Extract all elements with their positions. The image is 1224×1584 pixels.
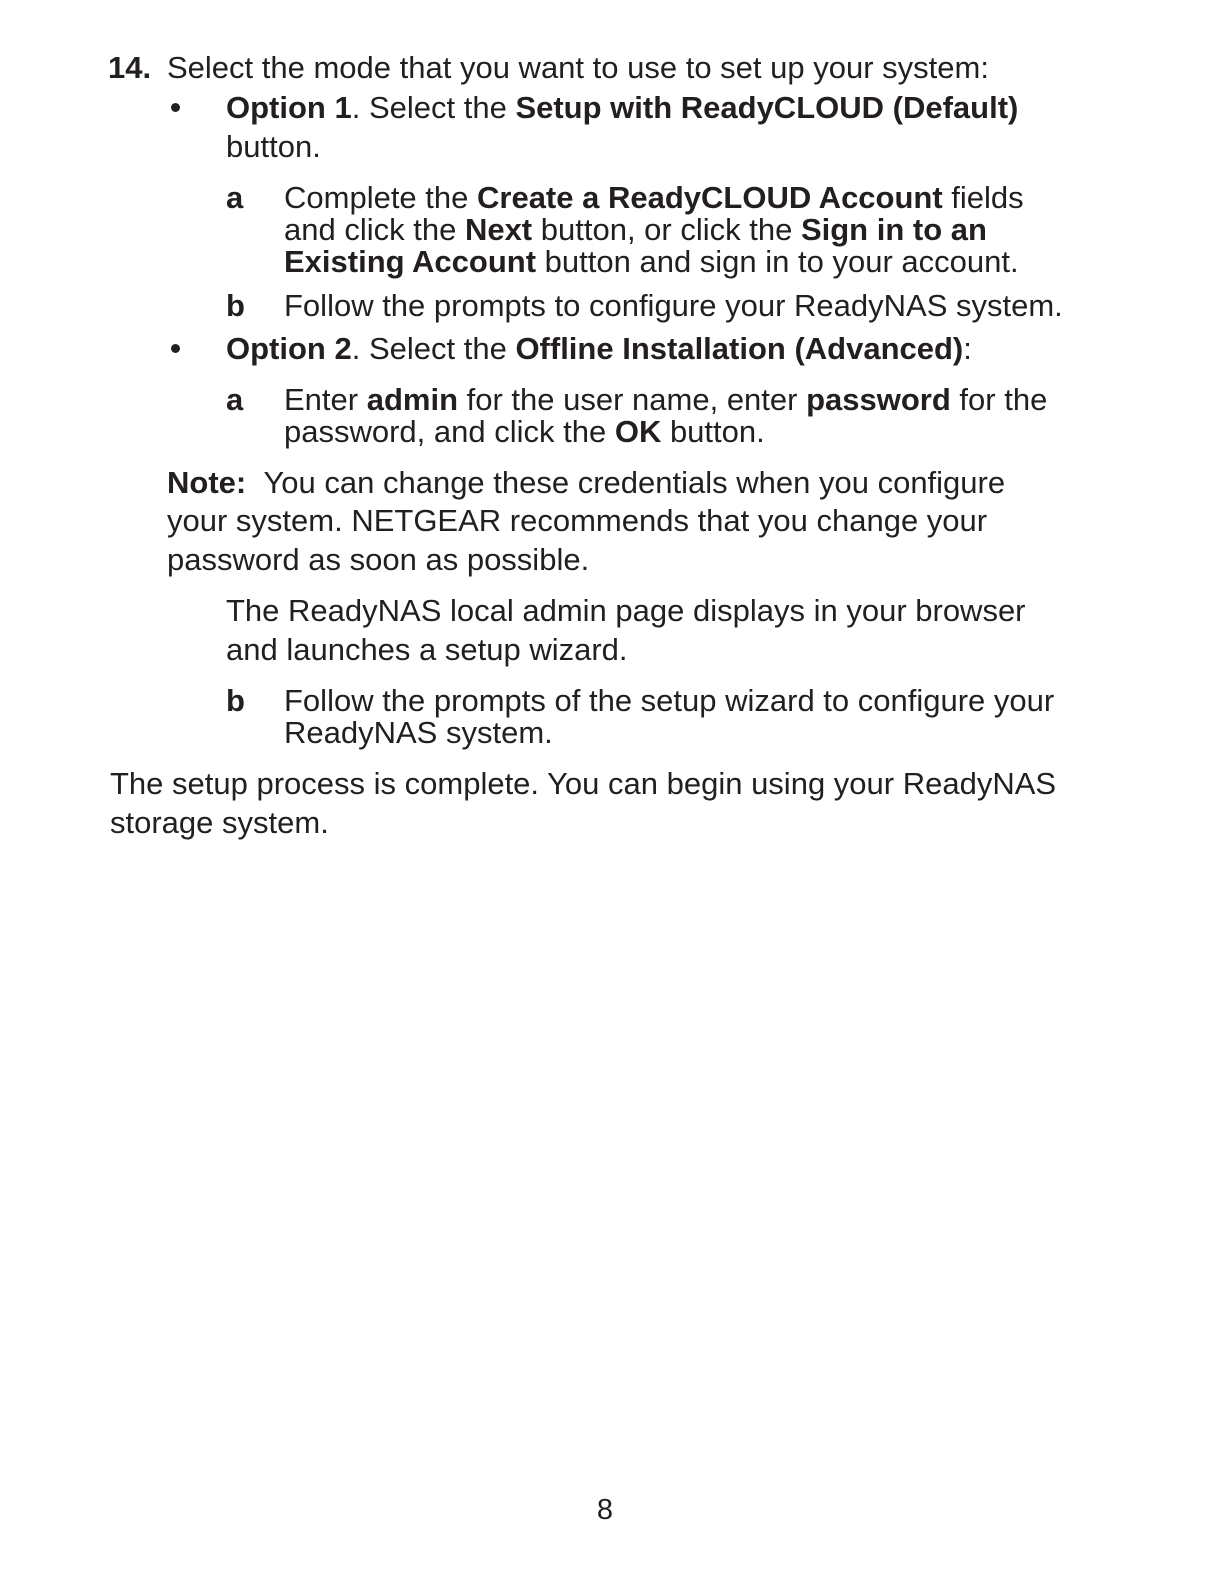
text-run: Complete the (284, 180, 477, 215)
conclusion-line1: The setup process is complete. You can begin using your ReadyNAS (110, 766, 1057, 801)
text-run: You can change these credentials when you configure (263, 465, 1006, 500)
text-run: button. (661, 414, 765, 449)
text-run: and click the (284, 212, 465, 247)
text-run: for the (950, 382, 1048, 417)
text-run: for the user name, enter (458, 382, 807, 417)
text-run: password, and click the (284, 414, 615, 449)
step-text: Select the mode that you want to use to set up your system: (167, 50, 989, 85)
bullet-icon (171, 344, 180, 353)
admin-username: admin (366, 382, 459, 417)
step-number: 14. (108, 50, 152, 85)
option1-sub-a-line2 (284, 213, 987, 247)
text-run: Enter (284, 382, 367, 417)
option2-sub-a-line2 (284, 415, 765, 449)
note-line3: password as soon as possible. (167, 542, 590, 577)
conclusion-line2: storage system. (110, 805, 329, 840)
option1-sub-b-text: Follow the prompts to configure your ReadyNAS system. (284, 288, 1063, 323)
option1-sep: . Select the (351, 90, 516, 125)
create-account-fields-name: Create a ReadyCLOUD Account (477, 180, 943, 215)
note-label: Note: (167, 465, 247, 500)
password-value: password (806, 382, 951, 417)
option2-button-name: Offline Installation (Advanced) (515, 331, 964, 366)
option2-sub-a-line1 (284, 383, 1047, 417)
text-run: button and sign in to your account. (536, 244, 1019, 279)
option2-line1 (226, 332, 972, 366)
option2-sub-b-line1: Follow the prompts of the setup wizard to configure your (284, 683, 1055, 718)
note-line1 (167, 466, 1005, 500)
option1-sub-a-line3 (284, 245, 1019, 279)
page-number: 8 (596, 1494, 614, 1526)
option1-sub-b-marker: b (226, 288, 245, 323)
option2-label: Option 2 (226, 331, 352, 366)
bullet-icon (171, 103, 180, 112)
result-line1: The ReadyNAS local admin page displays in your browser (226, 593, 1026, 628)
sign-in-button-name: Sign in to an (800, 212, 987, 247)
next-button-name: Next (464, 212, 533, 247)
option1-line1 (226, 91, 1018, 125)
option2-sub-b-line2: ReadyNAS system. (284, 715, 553, 750)
text-run: button, or click the (532, 212, 801, 247)
option2-sep: . Select the (351, 331, 516, 366)
option1-sub-a-line1 (284, 181, 1024, 215)
option2-post: : (963, 331, 972, 366)
note-line2: your system. NETGEAR recommends that you change your (167, 503, 988, 538)
result-line2: and launches a setup wizard. (226, 632, 628, 667)
option1-label: Option 1 (226, 90, 352, 125)
text-run: fields (942, 180, 1024, 215)
option2-sub-b-marker: b (226, 683, 245, 718)
option1-line2: button. (226, 129, 321, 164)
option1-button-name: Setup with ReadyCLOUD (Default) (515, 90, 1019, 125)
option2-sub-a-marker: a (226, 382, 244, 417)
ok-button-name: OK (614, 414, 662, 449)
option1-sub-a-marker: a (226, 180, 244, 215)
existing-account-button-name: Existing Account (284, 244, 537, 279)
